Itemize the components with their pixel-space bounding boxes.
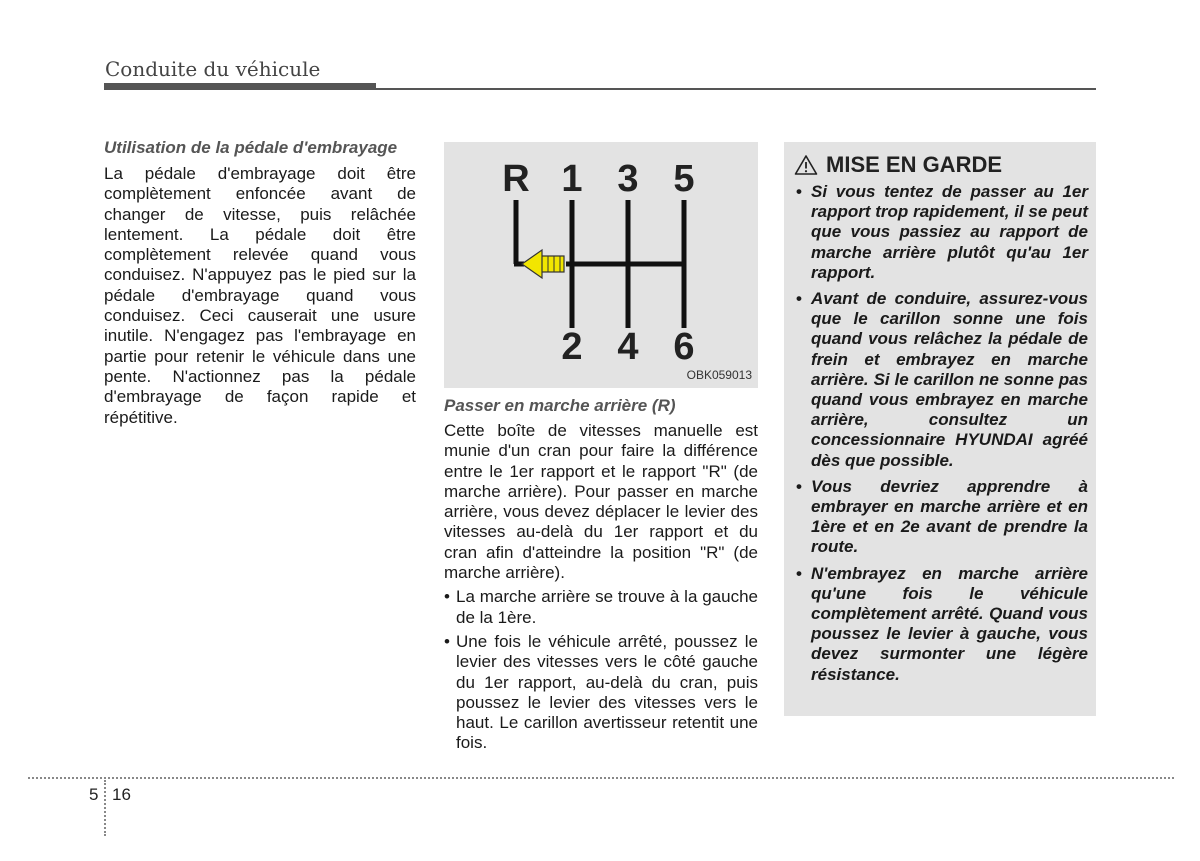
gear-label-1: 1: [561, 158, 583, 200]
chapter-number: 5: [89, 785, 99, 804]
warning-header: [794, 152, 1088, 178]
list-item: • La marche arrière se trouve à la gauche de la 1ère.: [444, 587, 758, 628]
diagram-code: OBK059013: [686, 368, 752, 382]
reverse-arrow-icon: [522, 250, 564, 278]
footer-rule: [28, 777, 1174, 779]
shift-pattern-diagram: [444, 142, 758, 388]
list-item: • Une fois le véhicule arrêté, poussez le levier des vitesses vers le côté gauche du 1er rapport, au-delà du cran, puis poussez le levier des vitesses vers le haut. Le carillon avertisseur retentit une fois.: [444, 632, 758, 754]
reverse-caption: Passer en marche arrière (R): [444, 396, 676, 415]
clutch-heading: Utilisation de la pédale d'embrayage: [104, 138, 398, 157]
list-item: • Si vous tentez de passer au 1er rapport trop rapidement, il se peut que vous passiez au rapport de marche arrière plutôt qu'au 1er rapport.: [794, 182, 1088, 283]
warning-section: [784, 142, 1096, 716]
shift-pattern-lines: [444, 142, 758, 388]
clutch-section: [104, 138, 416, 428]
page-header-title: Conduite du véhicule: [105, 57, 321, 81]
page-number: 16: [112, 785, 131, 804]
warning-list: [794, 182, 1088, 685]
gear-label-4: 4: [617, 326, 639, 368]
list-item: • N'embrayez en marche arrière qu'une fois le véhicule complètement arrêté. Quand vous poussez le levier à gauche, vous devez surmonter une légère résistance.: [794, 564, 1088, 685]
footer-divider: [104, 780, 106, 836]
reverse-bullets: [444, 587, 758, 753]
warning-triangle-icon: [794, 154, 818, 176]
gear-label-6: 6: [673, 326, 695, 368]
gear-label-5: 5: [673, 158, 695, 200]
gear-label-r: R: [502, 158, 530, 200]
gear-label-2: 2: [561, 326, 583, 368]
list-item: • Avant de conduire, assurez-vous que le carillon sonne une fois quand vous relâchez la pédale de frein et embrayez en marche arrière. Si le carillon ne sonne pas quand vous embrayez en marche arrière, consultez un concessionnaire HYUNDAI agréé dès que possible.: [794, 289, 1088, 471]
reverse-section: [444, 142, 758, 758]
gear-label-3: 3: [617, 158, 639, 200]
list-item: • Vous devriez apprendre à embrayer en marche arrière et en 1ère et en 2e avant de prendre la route.: [794, 477, 1088, 558]
reverse-body: Cette boîte de vitesses manuelle est munie d'un cran pour faire la différence entre le 1er rapport et le rapport "R" (de marche arrière). Pour passer en marche arrière, vous devez déplacer le levier des vitesses au-delà du 1er rapport et du cran afin d'atteindre la position "R" (de marche arrière).: [444, 421, 758, 583]
warning-title: MISE EN GARDE: [826, 152, 1003, 177]
warning-box: [784, 142, 1096, 716]
header-rule: [104, 88, 1096, 90]
clutch-body: La pédale d'embrayage doit être complètement enfoncée avant de changer de vitesse, puis relâchée lentement. La pédale doit être complètement relevée quand vous conduisez. N'appuyez pas le pied sur la pédale d'embrayage quand vous conduisez. Ceci causerait une usure inutile. N'engagez pas l'embrayage en partie pour retenir le véhicule dans une pente. N'actionnez pas la pédale d'embrayage de façon rapide et répétitive.: [104, 164, 416, 427]
